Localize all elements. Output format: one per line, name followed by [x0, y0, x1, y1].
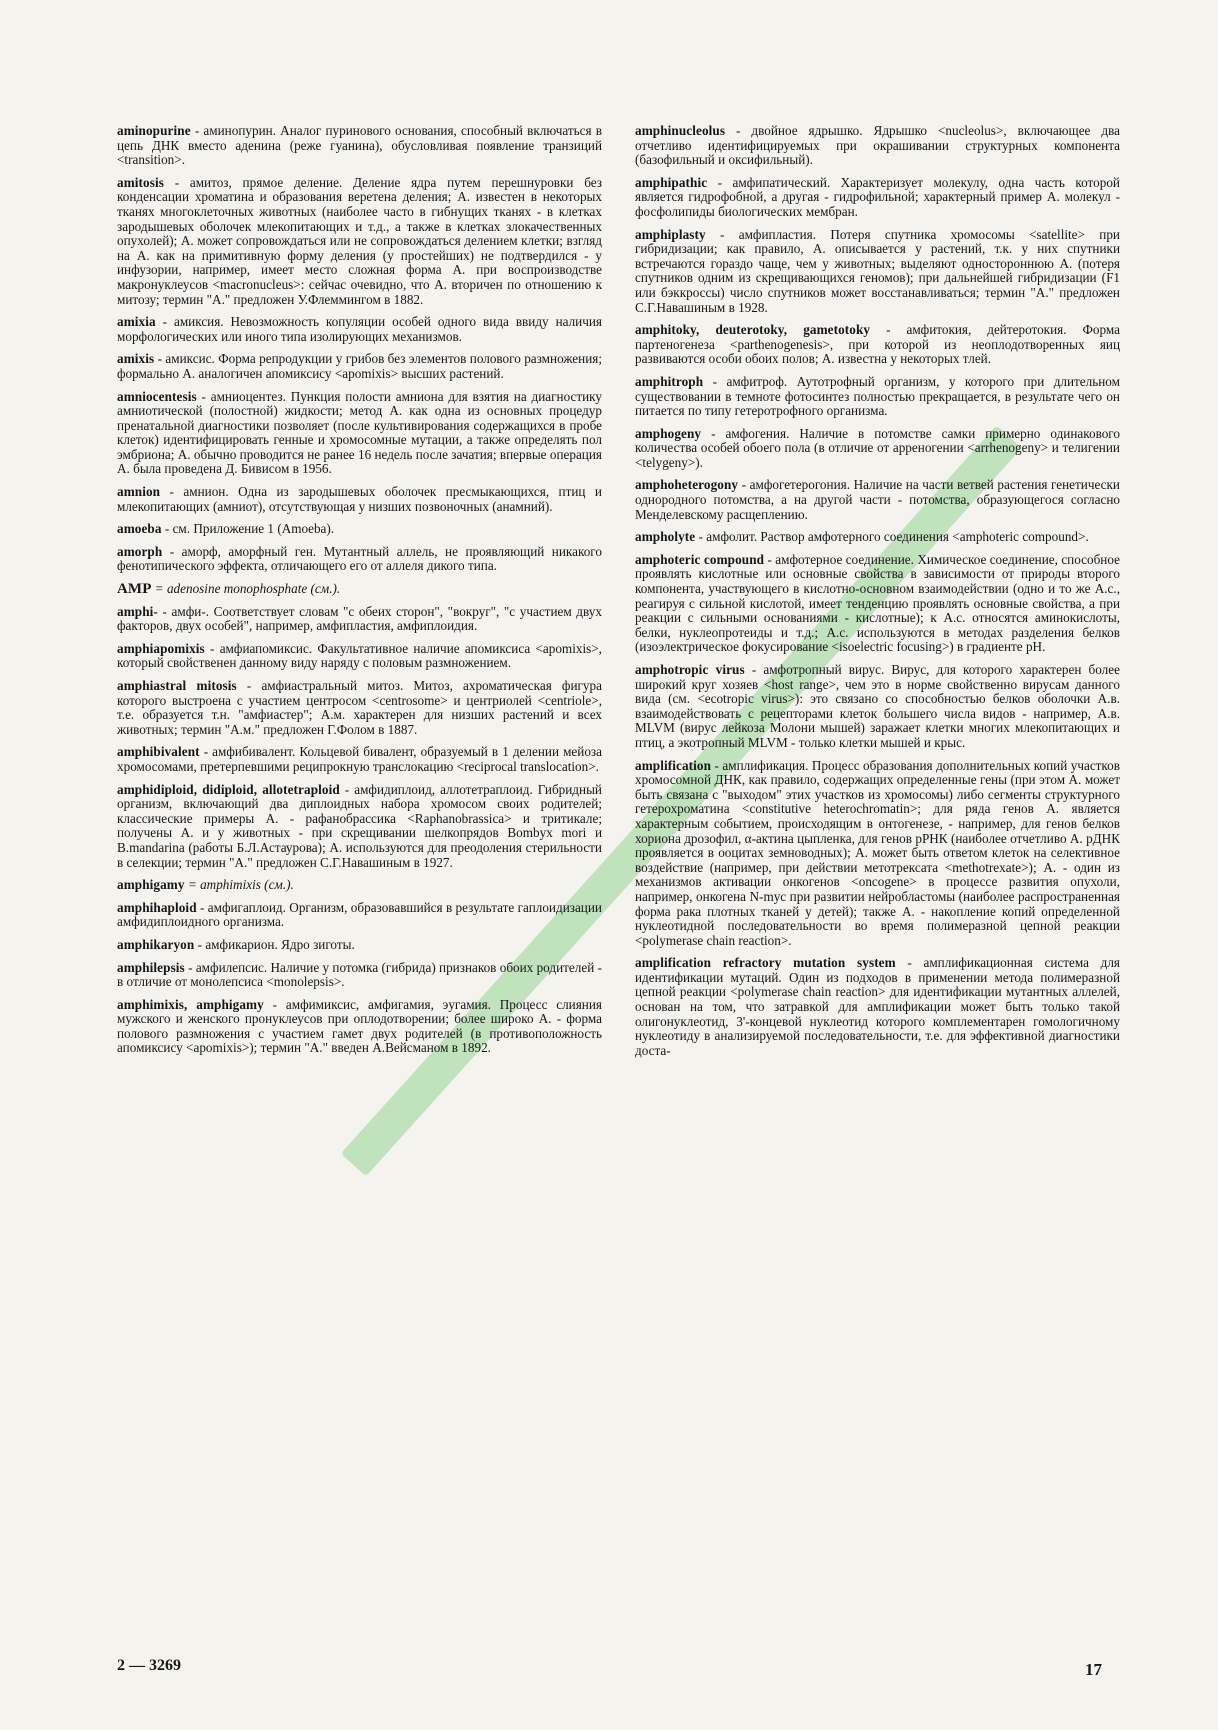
entry-term: amphiapomixis [117, 640, 205, 656]
footer-signature: 2 — 3269 [117, 1657, 181, 1674]
entry-definition: амитоз, прямое деление. Деление ядра путем перешнуровки без конденсации хроматина и образования веретена деления; А. известен в некоторых тканях многоклеточных животных (наиболее часто в гибнущих тканях - в клетках зародышевых оболочек млекопитающих и т.д., а также в клетках злокачественных опухолей); А. может сопровождаться или не сопровождаться делением клетки; взгляд на А. как на примитивную форму деления (у простейших) не подтвердился - у инфузории, например, имеет место сложная форма А. при воспроизводстве макронуклеусов <macronucleus>: сейчас очевидно, что А. вторичен по отношению к митозу; термин "А." предложен У.Флеммингом в 1882. [117, 174, 602, 307]
entry-term: AMP [117, 581, 152, 598]
entry-amixia: amixia - амиксия. Невозможность копуляции особей одного вида ввиду наличия морфологических или иного типа изолирующих механизмов. [117, 314, 602, 344]
entry-definition: аморф, аморфный ген. Мутантный аллель, не проявляющий никакого фенотипического эффекта, отличающего его от аллеля дикого типа. [117, 543, 602, 574]
entry-amphi: amphi- - амфи-. Соответствует словам "с обеих сторон", "вокруг", "с участием двух факторов, двух особей", например, амфипластия, амфиплоидия. [117, 603, 602, 634]
entry-definition: амнион. Одна из зародышевых оболочек пресмыкающихся, птиц и млекопитающих (амниот), отсутствующая у низших позвоночных (анамний). [117, 484, 602, 514]
entry-term: amphigamy [117, 877, 185, 893]
entry-definition: амфи-. Соответствует словам "с обеих сторон", "вокруг", "с участием двух факторов, двух особей", например, амфипластия, амфиплоидия. [117, 603, 602, 634]
entry-term: amplification [635, 757, 712, 773]
entry-definition: см. Приложение 1 (Amoeba). [172, 521, 335, 537]
entry-term: amixis [117, 351, 155, 367]
entry-term: amphoheterogony [635, 477, 739, 493]
entry-amp [117, 582, 602, 597]
entry-amphoheterogony: amphoheterogony - амфогетерогония. Наличие на части ветвей растения генетически однородного потомства, а на другой части - потомства, образующегося согласно Менделевскому расщеплению. [635, 477, 1120, 522]
entry-ampholyte: ampholyte - амфолит. Раствор амфотерного соединения <amphoteric compound>. [635, 529, 1089, 545]
entry-definition: амиксия. Невозможность копуляции особей одного вида ввиду наличия морфологических или иного типа изолирующих механизмов. [117, 314, 602, 344]
entry-amphilepsis: amphilepsis - амфилепсис. Наличие у потомка (гибрида) признаков обоих родителей - в отличие от монолепсиса <monolepsis>. [117, 959, 602, 990]
entry-term: amphipathic [635, 174, 708, 190]
entry-term: amphiplasty [635, 226, 706, 242]
entry-amitosis: amitosis - амитоз, прямое деление. Деление ядра путем перешнуровки без конденсации хроматина и образования веретена деления; А. известен в некоторых тканях многоклеточных животных (наиболее часто в гибнущих тканях - в клетках зародышевых оболочек млекопитающих и т.д., а также в клетках злокачественных опухолей); А. может сопровождаться или не сопровождаться делением клетки; взгляд на А. как на примитивную форму деления (у простейших) не подтвердился - у инфузории, например, имеет место сложная форма А. при воспроизводстве макронуклеусов <macronucleus>: сейчас очевидно, что А. вторичен по отношению к митозу; термин "А." предложен У.Флеммингом в 1882. [117, 174, 602, 307]
entry-term: amphitoky, deuterotoky, gametotoky [635, 322, 871, 338]
entry-definition: амфибивалент. Кольцевой бивалент, образуемый в 1 делении мейоза хромосомами, претерпевшими реципрокную транслокацию <reciprocal translocation>. [117, 744, 602, 774]
entry-term: amphinucleolus [635, 123, 726, 138]
entry-definition: двойное ядрышко. Ядрышко <nucleolus>, включающее два отчетливо идентифицируемых при окрашивании структурных компонента (базофильный и оксифильный). [635, 123, 1120, 168]
entry-amphiapomixis: amphiapomixis - амфиапомиксис. Факультативное наличие апомиксиса <apomixis>, который свойственен данному виду наряду с половым размножением. [117, 640, 602, 671]
entry-definition: амфилепсис. Наличие у потомка (гибрида) признаков обоих родителей - в отличие от монолепсиса <monolepsis>. [117, 959, 602, 990]
entry-term: amphimixis, amphigamy [117, 996, 264, 1012]
entry-term: amplification refractory mutation system [635, 955, 896, 971]
entry-term: amphibivalent [117, 744, 200, 760]
entry-definition: амфотерное соединение. Химическое соединение, способное проявлять кислотные или основные свойства в зависимости от природы второго компонента, участвующего в кислотно-основном взаимодействии (одно и то же А.с., реагируя с сильной кислотой, имеет тенденцию проявлять основные свойства, а при реакции с сильными основаниями - кислотные); к А.с. относятся аминокислоты, белки, нуклеопротеиды и т.д.; А.с. используются в методах разделения белков (изоэлектрическое фокусирование <isoelectric focusing>) в градиенте pH. [635, 551, 1120, 655]
entry-term: amphotropic virus [635, 662, 745, 677]
entry-definition: аминопурин. Аналог пуринового основания, способный включаться в цепь ДНК вместо аденина (реже гуанина), обусловливая появление транзиций <transition>. [117, 123, 602, 168]
entry-term: amphilepsis [117, 959, 185, 975]
entry-amoeba: amoeba - см. Приложение 1 (Amoeba). [117, 521, 335, 537]
entry-term: amphitroph [635, 373, 704, 389]
page-number: 17 [1085, 1660, 1102, 1679]
entry-definition: амфигаплоид. Организм, образовавшийся в результате гаплоидизации амфидиплоидного организма. [117, 899, 602, 930]
entry-definition: амниоцентез. Пункция полости амниона для взятия на диагностику амниотической (полостной) жидкости; метод А. как одна из основных процедур пренатальной диагностики позволяет (после культивирования содержащихся в пробе клеток) идентифицировать генные и хромосомные мутации, а также определять пол эмбриона; А. обычно проводится не ранее 16 недель после зачатия; впервые операция А. была проведена Д. Бивисом в 1956. [117, 388, 602, 477]
entry-amphibivalent: amphibivalent - амфибивалент. Кольцевой бивалент, образуемый в 1 делении мейоза хромосомами, претерпевшими реципрокную транслокацию <reciprocal translocation>. [117, 744, 602, 774]
entry-term: amphidiploid, didiploid, allotetraploid [117, 781, 340, 797]
left-column [117, 124, 602, 1064]
entry-amphikaryon: amphikaryon - амфикарион. Ядро зиготы. [117, 936, 355, 952]
entry-definition: амфолит. Раствор амфотерного соединения <amphoteric compound>. [706, 529, 1089, 545]
entry-definition: амфиастральный митоз. Митоз, ахроматическая фигура которого выстроена с участием центросом <centrosome> и центриолей <centriole>, т.е. образуется т.н. "амфиастер"; А.м. характерен для низших растений и всех животных; термин "А.м." предложен Г.Фолом в 1887. [117, 678, 602, 737]
entry-amphiplasty: amphiplasty - амфипластия. Потеря спутника хромосомы <satellite> при гибридизации; как правило, А. описывается у растений, т.к. у них спутники встречаются гораздо чаще, чем у животных; выделяют одностороннюю А. (потеря спутников одним из скрещивающихся геномов); при дальнейшей гибридизации (F1 или бэккроссы) число спутников может восстанавливаться; термин "А." предложен С.Г.Навашиным в 1928. [635, 226, 1120, 315]
entry-amphiastral-mitosis: amphiastral mitosis - амфиастральный митоз. Митоз, ахроматическая фигура которого выстроена с участием центросом <centrosome> и центриолей <centriole>, т.е. образуется т.н. "амфиастер"; А.м. характерен для низших растений и всех животных; термин "А.м." предложен Г.Фолом в 1887. [117, 678, 602, 737]
entry-term: amitosis [117, 174, 164, 190]
entry-definition: амфогетерогония. Наличие на части ветвей растения генетически однородного потомства, а на другой части - потомства, образующегося согласно Менделевскому расщеплению. [635, 477, 1120, 522]
entry-amphotropic-virus: amphotropic virus - амфотропный вирус. Вирус, для которого характерен более широкий круг хозяев <host range>, чем это в норме свойственно вирусам данного вида (см. <ecotropic virus>): это связано со способностью белков оболочки А.в. взаимодействовать с рецепторами клеток большего числа видов - например, А.в. MLVM (вирус лейкоза Молони мышей) заражает клетки многих млекопитающих и птиц, а экотропный MLVM - только клетки мышей и крыс. [635, 662, 1120, 750]
entry-definition: амфидиплоид, аллотетраплоид. Гибридный организм, включающий два диплоидных набора хромосом своих родителей; классические примеры А. - рафанобрассика <Raphanobrassica> и тритикале; получены А. и у животных - при скрещивании шелкопрядов Bombyx mori и B.mandarina (работы Б.Л.Астаурова); А. используются для преодоления стерильности в селекции; термин "А." предложен С.Г.Навашиным в 1927. [117, 781, 602, 870]
entry-term: amphogeny [635, 425, 702, 441]
entry-amniocentesis: amniocentesis - амниоцентез. Пункция полости амниона для взятия на диагностику амниотической (полостной) жидкости; метод А. как одна из основных процедур пренатальной диагностики позволяет (после культивирования содержащихся в пробе клеток) идентифицировать генные и хромосомные мутации, а также определять пол эмбриона; А. обычно проводится не ранее 16 недель после зачатия; впервые операция А. была проведена Д. Бивисом в 1956. [117, 388, 602, 477]
entry-amphitroph: amphitroph - амфитроф. Аутотрофный организм, у которого при длительном существовании в темноте фотосинтез полностью прекращается, в результате чего он питается по типу гетеротрофного организма. [635, 373, 1120, 419]
entry-amphipathic: amphipathic - амфипатический. Характеризует молекулу, одна часть которой является гидрофобной, а другая - гидрофильной; характерный пример А. молекул - фосфолипиды биологических мембран. [635, 174, 1120, 219]
entry-term: amphikaryon [117, 936, 195, 952]
entry-term: amniocentesis [117, 388, 197, 404]
entry-amphogeny: amphogeny - амфогения. Наличие в потомстве самки примерно одинакового количества особей обоего пола (в отличие от арреногении <arrhenogeny> и телигении <telygeny>). [635, 425, 1120, 470]
entry-definition: амплификационная система для идентификации мутаций. Один из подходов в применении метода полимеразной цепной реакции <polymerase chain reaction> для идентификации мутантных аллелей, основан на том, что затравкой для амплификации может быть только такой олигонуклеотид, 3'-концевой нуклеотид которого комплементарен гомологичному нуклеотиду в анализируемой последовательности, т.е. для эффективной диагностики доста- [635, 955, 1120, 1058]
entry-amplification: amplification - амплификация. Процесс образования дополнительных копий участков хромосомной ДНК, как правило, содержащих определенные гены (при этом А. может быть связана с "выходом" этих участков из хромосомы) либо сегменты структурного гетерохроматина <constitutive heterochromatin>; для ряда генов А. является характерным событием, происходящим в онтогенезе, - например, для генов белков хориона дрозофил, α-актина цыпленка, для генов рРНК (наиболее отчетливо А. рДНК проявляется в ооцитах земноводных); А. может быть ответом клеток на селективное воздействие (например, при действии метотрексата <methotrexate>); А. - один из механизмов активации онкогенов <oncogene> в процессе развития опухоли, например, онкогена N-myc при развитии нейробластомы (наиболее распространенная форма рака плотных тканей у детей); также А. - накопление копий определенной нуклеотидной последовательности во время полимеразной цепной реакции <polymerase chain reaction>. [635, 757, 1120, 948]
entry-definition: амфипластия. Потеря спутника хромосомы <satellite> при гибридизации; как правило, А. описывается у растений, т.к. у них спутники встречаются гораздо чаще, чем у животных; выделяют одностороннюю А. (потеря спутников одним из скрещивающихся геномов); при дальнейшей гибридизации (F1 или бэккроссы) число спутников может восстанавливаться; термин "А." предложен С.Г.Навашиным в 1928. [635, 226, 1120, 315]
entry-amphitoky: amphitoky, deuterotoky, gametotoky - амфитокия, дейтеротокия. Форма партеногенеза <parthenogenesis>, при которой из неоплодотворенных яиц развиваются особи обоих полов; А. известна у некоторых тлей. [635, 322, 1120, 367]
entry-amphigamy [117, 878, 602, 893]
entry-amphihaploid: amphihaploid - амфигаплоид. Организм, образовавшийся в результате гаплоидизации амфидиплоидного организма. [117, 899, 602, 930]
entry-term: ampholyte [635, 529, 696, 545]
entry-amphimixis: amphimixis, amphigamy - амфимиксис, амфигамия, эугамия. Процесс слияния мужского и женского пронуклеусов при оплодотворении; более широко А. - форма полового размножения с участием гамет двух родителей (в противоположность апомиксису <apomixis>); термин "А." введен А.Вейсманом в 1892. [117, 996, 602, 1056]
entry-definition: амфотропный вирус. Вирус, для которого характерен более широкий круг хозяев <host range>, чем это в норме свойственно вирусам данного вида (см. <ecotropic virus>): это связано со способностью белков оболочки А.в. взаимодействовать с рецепторами клеток большего числа видов - например, А.в. MLVM (вирус лейкоза Молони мышей) заражает клетки многих млекопитающих и птиц, а экотропный MLVM - только клетки мышей и крыс. [635, 662, 1120, 750]
entry-amnion: amnion - амнион. Одна из зародышевых оболочек пресмыкающихся, птиц и млекопитающих (амниот), отсутствующая у низших позвоночных (анамний). [117, 484, 602, 514]
entry-aminopurine: aminopurine - аминопурин. Аналог пуринового основания, способный включаться в цепь ДНК вместо аденина (реже гуанина), обусловливая появление транзиций <transition>. [117, 123, 602, 168]
entry-term: aminopurine [117, 123, 191, 138]
entry-amphoteric-compound: amphoteric compound - амфотерное соединение. Химическое соединение, способное проявлять кислотные или основные свойства в зависимости от природы второго компонента, участвующего в кислотно-основном взаимодействии (одно и то же А.с., реагируя с сильной кислотой, имеет тенденцию проявлять основные свойства, а при реакции с сильными основаниями - кислотные); к А.с. относятся аминокислоты, белки, нуклеопротеиды и т.д.; А.с. используются в методах разделения белков (изоэлектрическое фокусирование <isoelectric focusing>) в градиенте pH. [635, 551, 1120, 655]
entry-amphidiploid: amphidiploid, didiploid, allotetraploid - амфидиплоид, аллотетраплоид. Гибридный организм, включающий два диплоидных набора хромосом своих родителей; классические примеры А. - рафанобрассика <Raphanobrassica> и тритикале; получены А. и у животных - при скрещивании шелкопрядов Bombyx mori и B.mandarina (работы Б.Л.Астаурова); А. используются для преодоления стерильности в селекции; термин "А." предложен С.Г.Навашиным в 1927. [117, 781, 602, 870]
entry-definition: амфикарион. Ядро зиготы. [205, 936, 355, 952]
entry-definition: амиксис. Форма репродукции у грибов без элементов полового размножения; формально А. аналогичен апомиксису <apomixis> высших растений. [117, 351, 602, 381]
entry-amorph: amorph - аморф, аморфный ген. Мутантный аллель, не проявляющий никакого фенотипического эффекта, отличающего его от аллеля дикого типа. [117, 543, 602, 574]
entry-term: amoeba [117, 521, 162, 537]
entry-definition: амфогения. Наличие в потомстве самки примерно одинакового количества особей обоего пола (в отличие от арреногении <arrhenogeny> и телигении <telygeny>). [635, 425, 1120, 470]
entry-term: amphi- [117, 603, 158, 619]
entry-definition: амплификация. Процесс образования дополнительных копий участков хромосомной ДНК, как правило, содержащих определенные гены (при этом А. может быть связана с "выходом" этих участков из хромосомы) либо сегменты структурного гетерохроматина <constitutive heterochromatin>; для ряда генов А. является характерным событием, происходящим в онтогенезе, - например, для генов белков хориона дрозофил, α-актина цыпленка, для генов рРНК (наиболее отчетливо А. рДНК проявляется в ооцитах земноводных); А. может быть ответом клеток на селективное воздействие (например, при действии метотрексата <methotrexate>); А. - один из механизмов активации онкогенов <oncogene> в процессе развития опухоли, например, онкогена N-myc при развитии нейробластомы (наиболее распространенная форма рака плотных тканей у детей); также А. - накопление копий определенной нуклеотидной последовательности во время полимеразной цепной реакции <polymerase chain reaction>. [635, 757, 1120, 948]
entry-term: amorph [117, 543, 163, 559]
entry-definition: амфимиксис, амфигамия, эугамия. Процесс слияния мужского и женского пронуклеусов при оплодотворении; более широко А. - форма полового размножения с участием гамет двух родителей (в противоположность апомиксису <apomixis>); термин "А." введен А.Вейсманом в 1892. [117, 996, 602, 1056]
entry-amphinucleolus: amphinucleolus - двойное ядрышко. Ядрышко <nucleolus>, включающее два отчетливо идентифицируемых при окрашивании структурных компонента (базофильный и оксифильный). [635, 123, 1120, 168]
entry-term: amphiastral mitosis [117, 678, 237, 693]
entry-term: amphoteric compound [635, 551, 765, 567]
entry-definition: амфиапомиксис. Факультативное наличие апомиксиса <apomixis>, который свойственен данному виду наряду с половым размножением. [117, 640, 602, 671]
entry-definition: амфитокия, дейтеротокия. Форма партеногенеза <parthenogenesis>, при которой из неоплодотворенных яиц развиваются особи обоих полов; А. известна у некоторых тлей. [635, 322, 1120, 367]
right-column [635, 124, 1120, 1066]
entry-amplification-refractory-mutation-system: amplification refractory mutation system - амплификационная система для идентификации мутаций. Один из подходов в применении метода полимеразной цепной реакции <polymerase chain reaction> для идентификации мутантных аллелей, основан на том, что затравкой для амплификации может быть только такой олигонуклеотид, 3'-концевой нуклеотид которого комплементарен гомологичному нуклеотиду в анализируемой последовательности, т.е. для эффективной диагностики доста- [635, 955, 1120, 1058]
entry-term: amnion [117, 484, 161, 500]
entry-definition: = amphimixis (см.). [187, 877, 294, 893]
entry-definition: амфитроф. Аутотрофный организм, у которого при длительном существовании в темноте фотосинтез полностью прекращается, в результате чего он питается по типу гетеротрофного организма. [635, 373, 1120, 419]
entry-term: amphihaploid [117, 899, 197, 915]
entry-definition: = adenosine monophosphate (см.). [154, 581, 341, 597]
entry-amixis: amixis - амиксис. Форма репродукции у грибов без элементов полового размножения; формально А. аналогичен апомиксису <apomixis> высших растений. [117, 351, 602, 381]
entry-term: amixia [117, 314, 156, 330]
entry-definition: амфипатический. Характеризует молекулу, одна часть которой является гидрофобной, а другая - гидрофильной; характерный пример А. молекул - фосфолипиды биологических мембран. [635, 174, 1120, 219]
